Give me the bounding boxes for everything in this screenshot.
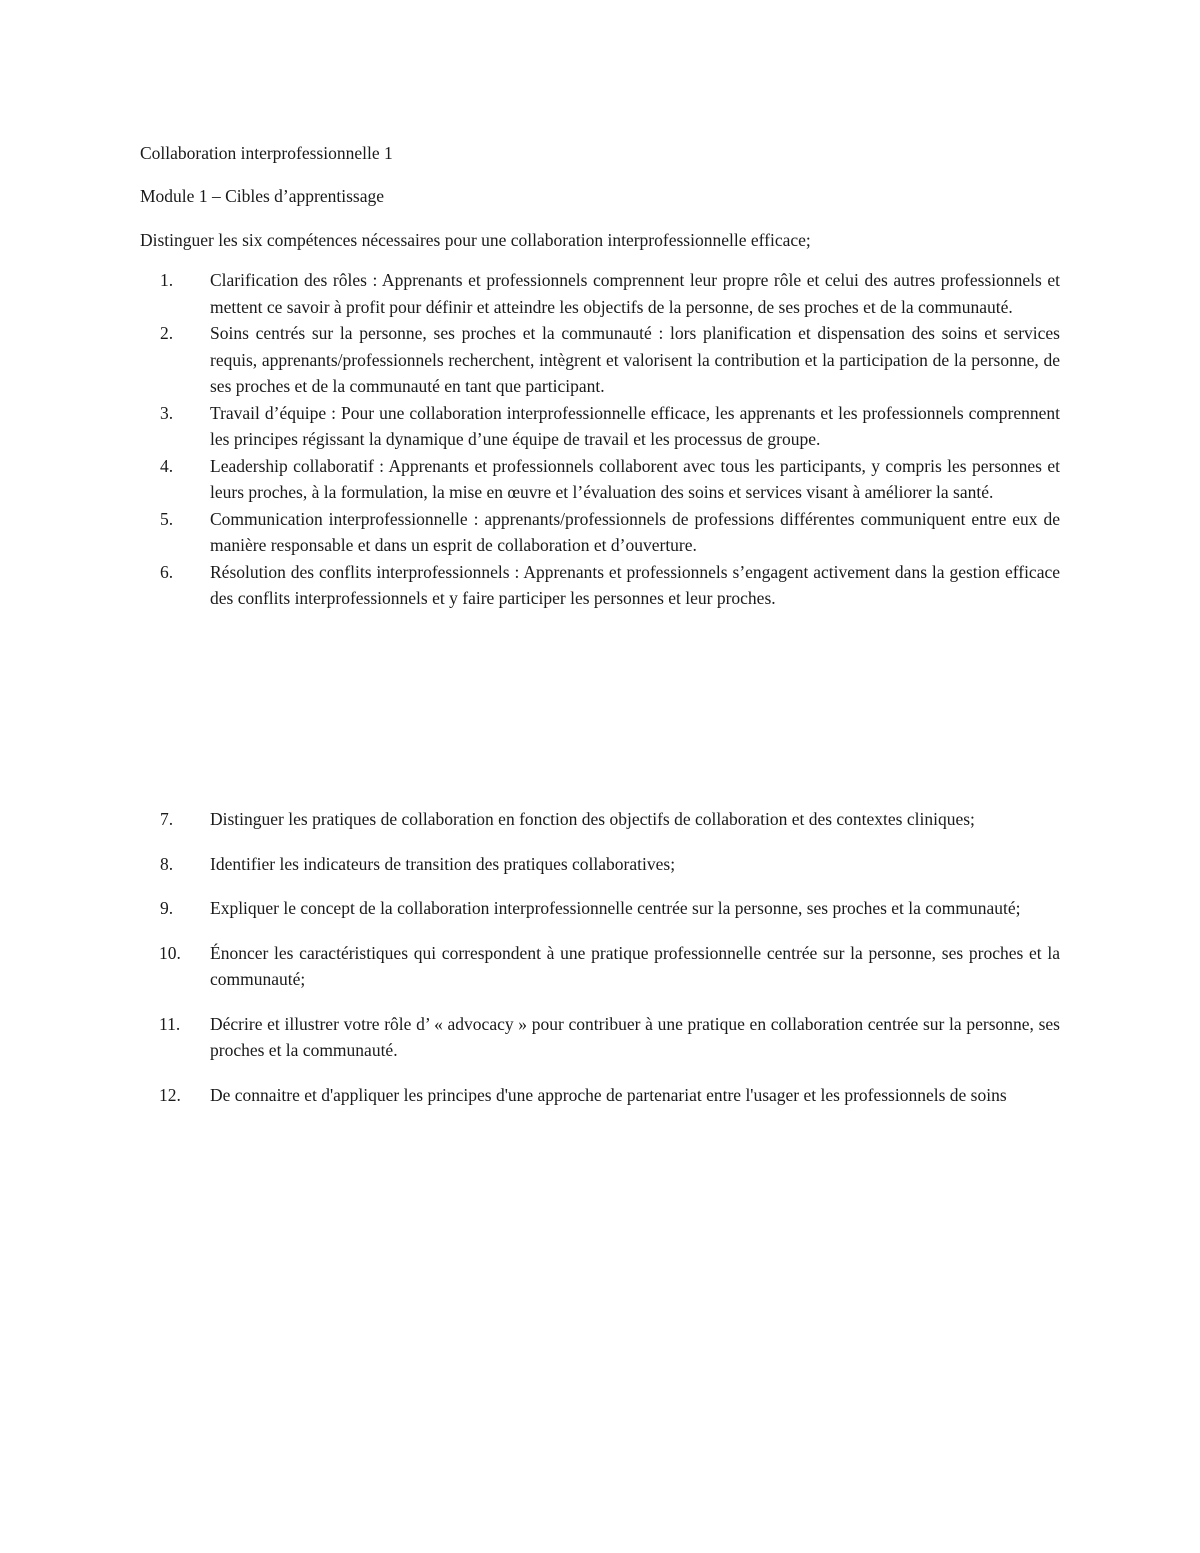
list-number: 11. <box>159 1013 181 1034</box>
list-number: 3. <box>160 402 174 423</box>
list-item <box>140 559 1060 612</box>
list-item <box>140 851 1060 878</box>
list-item <box>140 895 1060 922</box>
list-number: 9. <box>160 898 174 918</box>
list-number: 4. <box>160 455 174 476</box>
list-number: 6. <box>160 561 174 582</box>
list-item <box>140 400 1060 453</box>
module-title: Module 1 – Cibles d’apprentissage <box>140 186 384 206</box>
list-number: 10. <box>159 942 181 963</box>
list-text: Énoncer les caractéristiques qui correspondent à une pratique professionnelle centrée sur la personne, ses proches et la communauté; <box>210 942 1060 989</box>
objectives-list <box>140 806 1060 1126</box>
list-text: Décrire et illustrer votre rôle d’ « advocacy » pour contribuer à une pratique en collaboration centrée sur la personne, ses proches et la communauté. <box>210 1013 1060 1060</box>
intro-paragraph: Distinguer les six compétences nécessaires pour une collaboration interprofessionnelle efficace; <box>140 230 811 250</box>
list-item <box>140 320 1060 400</box>
list-item <box>140 453 1060 506</box>
list-number: 1. <box>160 270 174 290</box>
list-item <box>140 1082 1060 1109</box>
competences-list <box>140 267 1060 612</box>
list-text: Communication interprofessionnelle : apprenants/professionnels de professions différentes communiquent entre eux de manière responsable et dans un esprit de collaboration et d’ouverture. <box>210 508 1060 555</box>
document-title: Collaboration interprofessionnelle 1 <box>140 143 393 163</box>
list-text: Distinguer les pratiques de collaboration en fonction des objectifs de collaboration et des contextes cliniques; <box>210 809 975 829</box>
list-text: De connaitre et d'appliquer les principes d'une approche de partenariat entre l'usager et les professionnels de soins <box>210 1084 1007 1105</box>
list-item <box>140 267 1060 320</box>
list-text: Travail d’équipe : Pour une collaboration interprofessionnelle efficace, les apprenants et les professionnels comprennent les principes régissant la dynamique d’une équipe de travail et les processus de groupe. <box>210 402 1060 449</box>
list-text: Résolution des conflits interprofessionnels : Apprenants et professionnels s’engagent activement dans la gestion efficace des conflits interprofessionnels et y faire participer les personnes et leur proches. <box>210 561 1060 608</box>
list-item <box>140 806 1060 833</box>
list-text: Leadership collaboratif : Apprenants et professionnels collaborent avec tous les participants, y compris les personnes et leurs proches, à la formulation, la mise en œuvre et l’évaluation des soins et services visant à améliorer la santé. <box>210 455 1060 502</box>
list-text: Identifier les indicateurs de transition des pratiques collaboratives; <box>210 853 676 874</box>
list-item <box>140 1011 1060 1064</box>
list-text: Expliquer le concept de la collaboration interprofessionnelle centrée sur la personne, ses proches et la communauté; <box>210 898 1021 918</box>
list-text: Clarification des rôles : Apprenants et professionnels comprennent leur propre rôle et celui des autres professionnels et mettent ce savoir à profit pour définir et atteindre les objectifs de la personne, de ses proches et de la communauté. <box>210 270 1060 317</box>
list-number: 7. <box>160 809 174 829</box>
list-number: 2. <box>160 323 174 343</box>
list-text: Soins centrés sur la personne, ses proches et la communauté : lors planification et dispensation des soins et services requis, apprenants/professionnels recherchent, intègrent et valorisent la contribution et la participation de la personne, de ses proches et de la communauté en tant que participant. <box>210 323 1060 396</box>
list-number: 8. <box>160 853 174 874</box>
list-number: 12. <box>159 1084 181 1105</box>
list-number: 5. <box>160 508 174 529</box>
list-item <box>140 940 1060 993</box>
list-item <box>140 506 1060 559</box>
